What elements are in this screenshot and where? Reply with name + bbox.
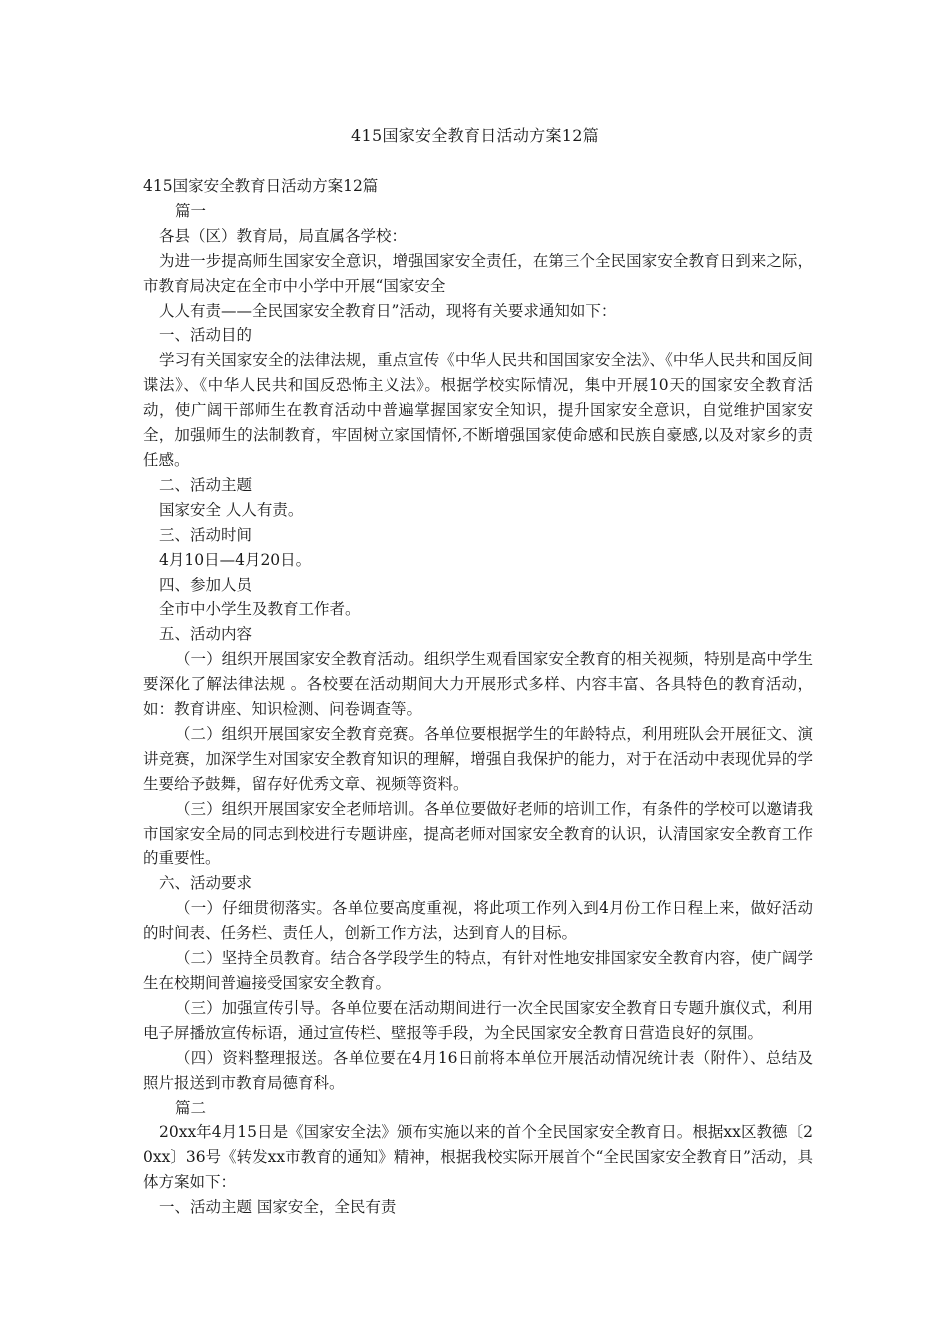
- document-paragraph: （三）组织开展国家安全老师培训。各单位要做好老师的培训工作，有条件的学校可以邀请我市国家安全局的同志到校进行专题讲座，提高老师对国家安全教育的认识，认清国家安全教育工作的重要性。: [143, 799, 813, 868]
- document-body: [143, 174, 813, 1220]
- document-paragraph: （一）仔细贯彻落实。各单位要高度重视，将此项工作列入到4月份工作日程上来，做好活动的时间表、任务栏、责任人，创新工作方法，达到育人的目标。: [143, 899, 813, 943]
- document-paragraph: （二）组织开展国家安全教育竞赛。各单位要根据学生的年龄特点，利用班队会开展征文、演讲竞赛，加深学生对国家安全教育知识的理解，增强自我保护的能力，对于在活动中表现优异的学生要给予鼓舞，留存好优秀文章、视频等资料。: [143, 724, 813, 793]
- document-paragraph: 篇一: [175, 201, 207, 220]
- document-paragraph: 415国家安全教育日活动方案12篇: [143, 177, 379, 195]
- document-paragraph: 学习有关国家安全的法律法规，重点宣传《中华人民共和国国家安全法》、《中华人民共和国反间谍法》、《中华人民共和国反恐怖主义法》。根据学校实际情况，集中开展10天的国家安全教育活动，使广阔干部师生在教育活动中普遍掌握国家安全知识，提升国家安全意识，自觉维护国家安全，加强师生的法制教育，牢固树立家国情怀,不断增强国家使命感和民族自豪感,以及对家乡的责任感。: [143, 351, 813, 469]
- document-paragraph: 人人有责——全民国家安全教育日”活动，现将有关要求通知如下：: [159, 301, 617, 320]
- document-paragraph: 二、活动主题: [159, 475, 253, 494]
- document-paragraph: （二）坚持全员教育。结合各学段学生的特点，有针对性地安排国家安全教育内容，使广阔学生在校期间普遍接受国家安全教育。: [143, 949, 813, 992]
- document-paragraph: 三、活动时间: [159, 525, 253, 544]
- document-paragraph: 国家安全 人人有责。: [159, 500, 304, 519]
- document-paragraph: 五、活动内容: [159, 625, 253, 644]
- document-paragraph: 篇二: [175, 1098, 207, 1117]
- document-paragraph: （四）资料整理报送。各单位要在4月16日前将本单位开展活动情况统计表（附件）、总结及照片报送到市教育局德育科。: [143, 1048, 813, 1092]
- document-paragraph: 全市中小学生及教育工作者。: [159, 600, 361, 619]
- document-title: 415国家安全教育日活动方案12篇: [351, 126, 599, 145]
- document-paragraph: 4月10日—4月20日。: [159, 550, 312, 569]
- document-paragraph: 六、活动要求: [159, 874, 253, 893]
- document-paragraph: 20xx年4月15日是《国家安全法》颁布实施以来的首个全民国家安全教育日。根据xx区教德〔20xx〕36号《转发xx市教育的通知》精神，根据我校实际开展首个“全民国家安全教育日”活动，具体方案如下：: [143, 1123, 813, 1192]
- document-paragraph: 各县（区）教育局，局直属各学校：: [159, 226, 408, 245]
- document-paragraph: 为进一步提高师生国家安全意识，增强国家安全责任，在第三个全民国家安全教育日到来之际，市教育局决定在全市中小学中开展“国家安全: [143, 251, 813, 295]
- document-paragraph: 一、活动目的: [159, 326, 253, 345]
- document-paragraph: 一、活动主题 国家安全，全民有责: [159, 1198, 397, 1217]
- document-paragraph: （一）组织开展国家安全教育活动。组织学生观看国家安全教育的相关视频，特别是高中学生要深化了解法律法规 。各校要在活动期间大力开展形式多样、内容丰富、各具特色的教育活动，如：教育讲座、知识检测、问卷调查等。: [143, 650, 813, 719]
- document-paragraph: （三）加强宣传引导。各单位要在活动期间进行一次全民国家安全教育日专题升旗仪式，利用电子屏播放宣传标语，通过宣传栏、壁报等手段，为全民国家安全教育日营造良好的氛围。: [143, 998, 813, 1042]
- document-paragraph: 四、参加人员: [159, 575, 253, 594]
